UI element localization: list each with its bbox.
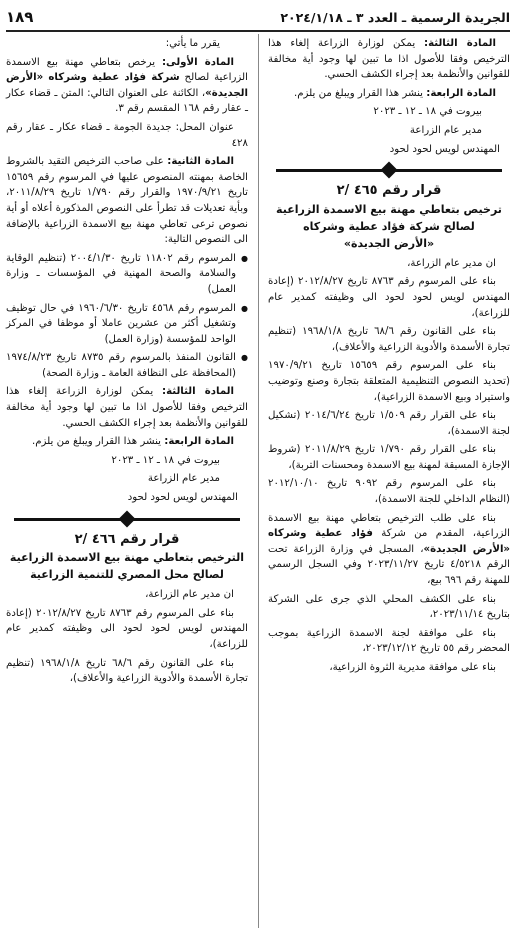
recital-request: بناء على طلب الترخيص بتعاطي مهنة بيع الاسمدة الزراعية، المقدم من شركة فؤاد عطية وشركاه «الأرض الجديدة»، المسجل في وزارة الزراعة تحت الرقم ٤/٥٢١٨ تاريخ ٢٠٢٣/١١/٢٧ وفي السجل الرسمي للمهنة رقم ٦٩٦ بيع،: [268, 512, 511, 587]
intro-line: ان مدير عام الزراعة،: [145, 589, 234, 601]
left-column: [6, 36, 248, 690]
recital: بناء على موافقة لجنة الاسمدة الزراعية بموجب المحضر رقم ٥٥ تاريخ ٢٠٢٣/١٢/١٢،: [268, 627, 510, 655]
bullet-item: ● المرسوم رقم ١١٨٠٢ تاريخ ٢٠٠٤/١/٣٠ (تنظيم الوقاية والسلامة والصحة المهنية في المؤسسات ـ وزارة العمل): [6, 251, 248, 298]
article-3: المادة الثالثة: يمكن لوزارة الزراعة إلغاء هذا الترخيص وفقا للأصول اذا ما تبين لها وجود أية مخالفة للقوانين والأنظمة بعد إجراء الكشف الحسي.: [268, 38, 510, 81]
decision-subtitle-2: لصالح محل المصري للتنمية الزراعية: [30, 568, 224, 582]
signatory-name: المهندس لويس لحود لحود: [127, 492, 238, 504]
decision-subtitle-1: الترخيص بتعاطي مهنة بيع الاسمدة الزراعية: [9, 551, 245, 565]
decides-line: يقرر ما يأتي:: [165, 38, 220, 49]
decision-subtitle-1: ترخيص بتعاطي مهنة بيع الاسمدة الزراعية: [276, 202, 502, 216]
right-column: [268, 36, 510, 679]
recital: بناء على المرسوم رقم ٨٧٦٣ تاريخ ٢٠١٢/٨/٢٧ (إعادة المهندس لويس لحود لحود الى وظيفته كمدير عام للزراعة)،: [6, 607, 248, 650]
article-1: المادة الأولى: يرخص بتعاطي مهنة بيع الاسمدة الزراعية لصالح شركة فؤاد عطية وشركاه «الأرض الجديدة»، الكائنة على العنوان التالي: المتن ـ قضاء عكار ـ عقار رقم ١٦٨ المقسم رقم ٣.: [6, 56, 248, 115]
decision-title: قرار رقم ٤٦٥ /٢: [336, 183, 442, 199]
recital: بناء على القانون رقم ٦٨/٦ تاريخ ١٩٦٨/١/٨ (تنظيم تجارة الأسمدة والأدوية الزراعية والأعلاف)،: [268, 326, 510, 353]
article-3: المادة الثالثة: يمكن لوزارة الزراعة إلغاء هذا الترخيص وفقا للأصول اذا ما تبين لها وجود أية مخالفة للقوانين والأنظمة بعد إجراء الكشف الحسي.: [6, 386, 248, 429]
intro-line: ان مدير عام الزراعة،: [407, 257, 496, 269]
section-separator: [268, 163, 510, 177]
section-separator: [6, 512, 248, 526]
article-2: المادة الثانية: على صاحب الترخيص التقيد بالشروط الخاصة بمهنته المنصوص عليها في المرسوم رقم ١٥٦٥٩ تاريخ ١٩٧٠/٩/٢١ والقرار رقم ١/٧٩٠ تاريخ ٢٠١١/٨/٢٩، وبأية تعديلات قد تطرأ على النصوص المذكورة أعلاه أو أية نصوص ترعى تعاطي مهنة بيع الاسمدة الزراعية بالإضافة الى النصوص التالية:: [6, 156, 248, 246]
bullet-item: ● القانون المنفذ بالمرسوم رقم ٨٧٣٥ تاريخ ١٩٧٤/٨/٢٣ (المحافظة على النظافة العامة ـ وزارة الصحة): [6, 350, 248, 381]
page-number: ١٨٩: [6, 8, 34, 26]
issue-date: بيروت في ١٨ ـ ١٢ ـ ٢٠٢٣: [373, 106, 482, 118]
article-4: المادة الرابعة: ينشر هذا القرار ويبلغ من يلزم.: [293, 87, 496, 99]
recital: بناء على القرار رقم ١/٧٩٠ تاريخ ٢٠١١/٨/٢٩ (شروط الإجازة المسبقة لمهنة بيع الاسمدة ومحسنات التربة)،: [268, 444, 510, 471]
decision-subtitle-2: لصالح شركة فؤاد عطية وشركاه: [303, 219, 475, 233]
recital: بناء على الكشف المحلي الذي جرى على الشركة بتاريخ ٢٠٢٣/١١/١٤،: [268, 593, 510, 621]
signatory-name: المهندس لويس لحود لحود: [389, 143, 500, 155]
column-divider: [258, 34, 259, 928]
recital: بناء على المرسوم رقم ٨٧٦٣ تاريخ ٢٠١٢/٨/٢٧ (إعادة المهندس لويس لحود لحود الى وظيفته كمدير عام للزراعة)،: [268, 276, 510, 319]
shop-address: عنوان المحل: جديدة الجومة ـ قضاء عكار ـ عقار رقم ٤٢٨: [6, 121, 248, 149]
page-header: [6, 4, 510, 32]
signatory-title: مدير عام الزراعة: [147, 473, 220, 485]
recital: بناء على القرار رقم ١/٥٠٩ تاريخ ٢٠١٤/٦/٢٤ (تشكيل لجنة الاسمدة)،: [268, 410, 510, 437]
decision-subtitle-3: «الأرض الجديدة»: [343, 236, 435, 250]
recital: بناء على موافقة مديرية الثروة الزراعية،: [329, 662, 496, 673]
article-4: المادة الرابعة: ينشر هذا القرار ويبلغ من يلزم.: [31, 436, 234, 448]
bullet-item: ● المرسوم رقم ٤٥٦٨ تاريخ ١٩٦٠/٦/٣٠ في حال توظيف وتشغيل أكثر من عشرين عاملا أو موظفا في المركز الواحد للمؤسسة (وزارة العمل): [6, 301, 248, 348]
recital: بناء على المرسوم رقم ١٥٦٥٩ تاريخ ١٩٧٠/٩/٢١ (تحديد النصوص التنظيمية المتعلقة بتجارة وصنع وتوضيب واستيراد وبيع الاسمدة الزراعية)،: [268, 360, 510, 403]
publication-title: الجريدة الرسمية ـ العدد ٣ ـ ٢٠٢٤/١/١٨: [280, 9, 510, 25]
issue-date: بيروت في ١٨ ـ ١٢ ـ ٢٠٢٣: [111, 454, 220, 466]
signatory-title: مدير عام الزراعة: [409, 124, 482, 136]
recital: بناء على القانون رقم ٦٨/٦ تاريخ ١٩٦٨/١/٨ (تنظيم تجارة الأسمدة والأدوية الزراعية والأعلاف)،: [6, 657, 248, 685]
decision-title: قرار رقم ٤٦٦ /٢: [74, 531, 180, 547]
recital: بناء على المرسوم رقم ٩٠٩٢ تاريخ ٢٠١٢/١٠/١٠ (النظام الداخلي للجنة الاسمدة)،: [268, 478, 510, 506]
